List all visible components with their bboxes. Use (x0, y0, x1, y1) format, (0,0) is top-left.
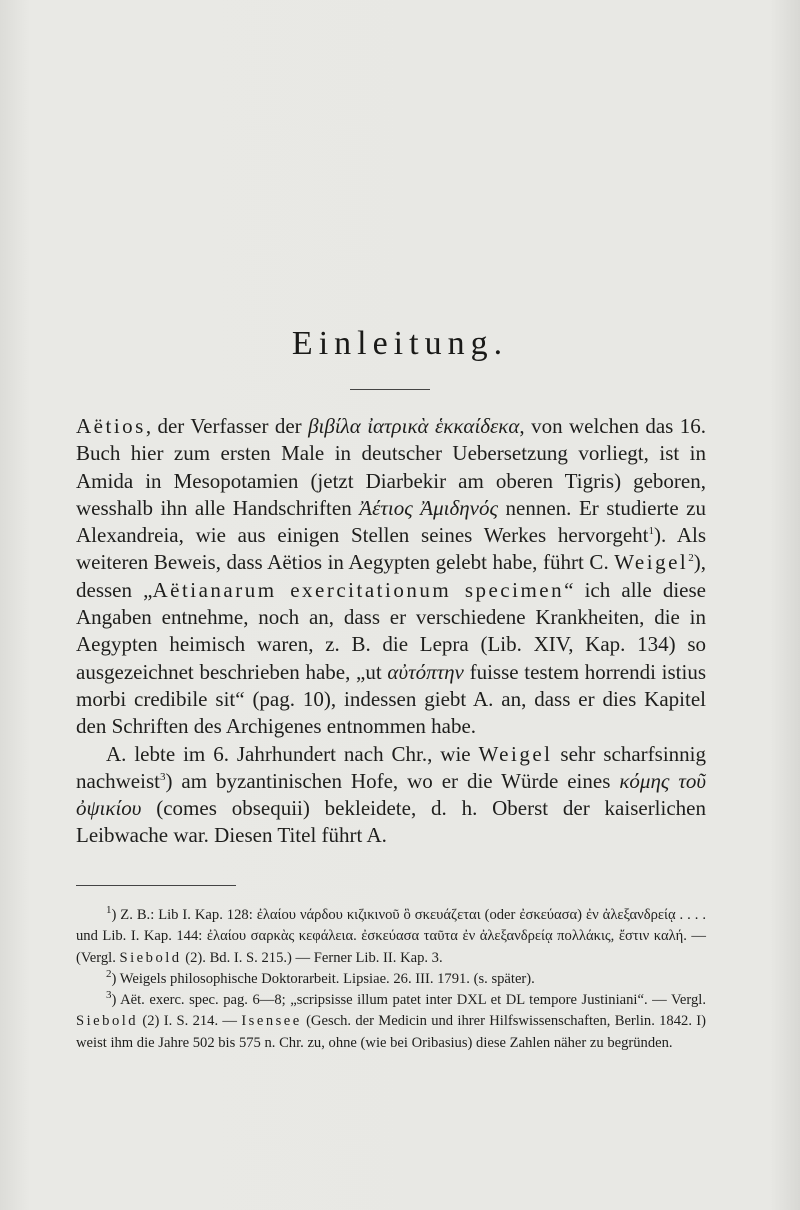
text-run: , von welchen das 16. Buch hier zum ersten Male in deutscher Uebersetzung vorliegt, ist in Amida in Mesopotamien (jetzt Diarbekir am oberen Tigris) geboren, wesshalb ihn alle Handschriften (76, 414, 706, 520)
greek-text: κόμης τοῦ ὀψικίου (76, 768, 706, 821)
footnotes (76, 905, 706, 1054)
footnote (76, 990, 706, 1054)
text-run: (comes obsequii) bekleidete, d. h. Oberst der kaiserlichen Leibwache war. Diesen Titel führt A. (76, 796, 706, 848)
footnote-rule (76, 885, 236, 886)
text-run: ) Z. B.: Lib I. Kap. 128: ἐλαίου νάρδου κιζικινοῦ ὃ σκευάζεται (oder ἐσκεύασα) ἐν ἀλεξανδρείᾳ . . . . und Lib. I. Kap. 144: ἐλαίου σαρκὰς κεφάλεια. ἐσκεύασα ταῦτα ἐν ἀλεξανδρείᾳ πολλάκις, ἔστιν καλή. — (Vergl. (76, 907, 706, 966)
text-run: (Gesch. der Medicin und ihrer Hilfswissenschaften, Berlin. 1842. I) weist ihm die Jahre 502 bis 575 n. Chr. zu, ohne (wie bei Oribasius) diese Zahlen näher zu begründen. (76, 1013, 706, 1051)
text-run: ), dessen „ (76, 550, 706, 602)
footnote (76, 969, 706, 990)
text-run: Weigel (614, 550, 689, 575)
text-run: (2). Bd. I. S. 215.) — Ferner Lib. II. Kap. 3. (181, 949, 443, 966)
text-run: ). Als weiteren Beweis, dass Aëtios in Aegypten gelebt habe, führt C. (76, 523, 707, 575)
text-run: sehr scharfsinnig nachweist (76, 741, 706, 793)
text-run: ) am byzantinischen Hofe, wo er die Würde eines (165, 768, 620, 793)
footnote-marker: 3 (106, 989, 112, 1002)
text-run: ) Weigels philosophische Doktorarbeit. Lipsiae. 26. III. 1791. (s. später). (111, 970, 535, 987)
text-run: Siebold (76, 1013, 139, 1030)
paragraph (76, 741, 706, 850)
text-run: Aëtios (76, 414, 146, 438)
text-run: Siebold (119, 949, 182, 966)
paragraph (76, 413, 706, 741)
footnote (76, 905, 706, 969)
footnote-marker: 3 (159, 770, 166, 783)
text-run: ) Aët. exerc. spec. pag. 6—8; „scripsisse illum patet inter DXL et DL tempore Justiniani“. — Vergl. (111, 992, 706, 1009)
main-text (76, 413, 706, 850)
text-run: fuisse testem horrendi istius morbi credibile sit“ (pag. 10), indessen giebt A. an, dass er dies Kapitel den Schriften des Archigenes entnommen habe. (76, 659, 706, 739)
text-run: nennen. Er studierte zu Alexandreia, wie aus einigen Stellen seines Werkes hervorgeht (76, 495, 707, 548)
footnote-marker: 2 (688, 552, 694, 565)
chapter-heading: Einleitung. (291, 325, 509, 362)
footnote-marker: 2 (106, 968, 112, 981)
heading-rule (350, 389, 430, 390)
text-run: (2) I. S. 214. — (138, 1013, 242, 1030)
footnote-marker: 1 (648, 525, 654, 538)
greek-text: βιβίλα ἰατρικὰ ἑκκαίδεκα (308, 414, 520, 438)
text-run: “ ich alle diese Angaben entnehme, noch an, dass er verschiedene Krankheiten, die in Aegypten heimisch waren, z. B. die Lepra (Lib. XIV, Kap. 134) so ausgezeichnet beschrieben habe, „ut (76, 577, 706, 684)
greek-text: αὐτόπτην (387, 659, 464, 684)
greek-text: Ἀέτιος Ἀμιδηνός (359, 495, 498, 520)
text-run: , der Verfasser der (145, 414, 309, 438)
footnote-marker: 1 (106, 904, 112, 917)
text-run: A. lebte im 6. Jahrhundert nach Chr., wie (106, 741, 479, 766)
text-run: Weigel (478, 741, 553, 766)
text-run: Isensee (241, 1013, 302, 1030)
text-run: Aëtianarum exercitationum specimen (152, 577, 565, 602)
